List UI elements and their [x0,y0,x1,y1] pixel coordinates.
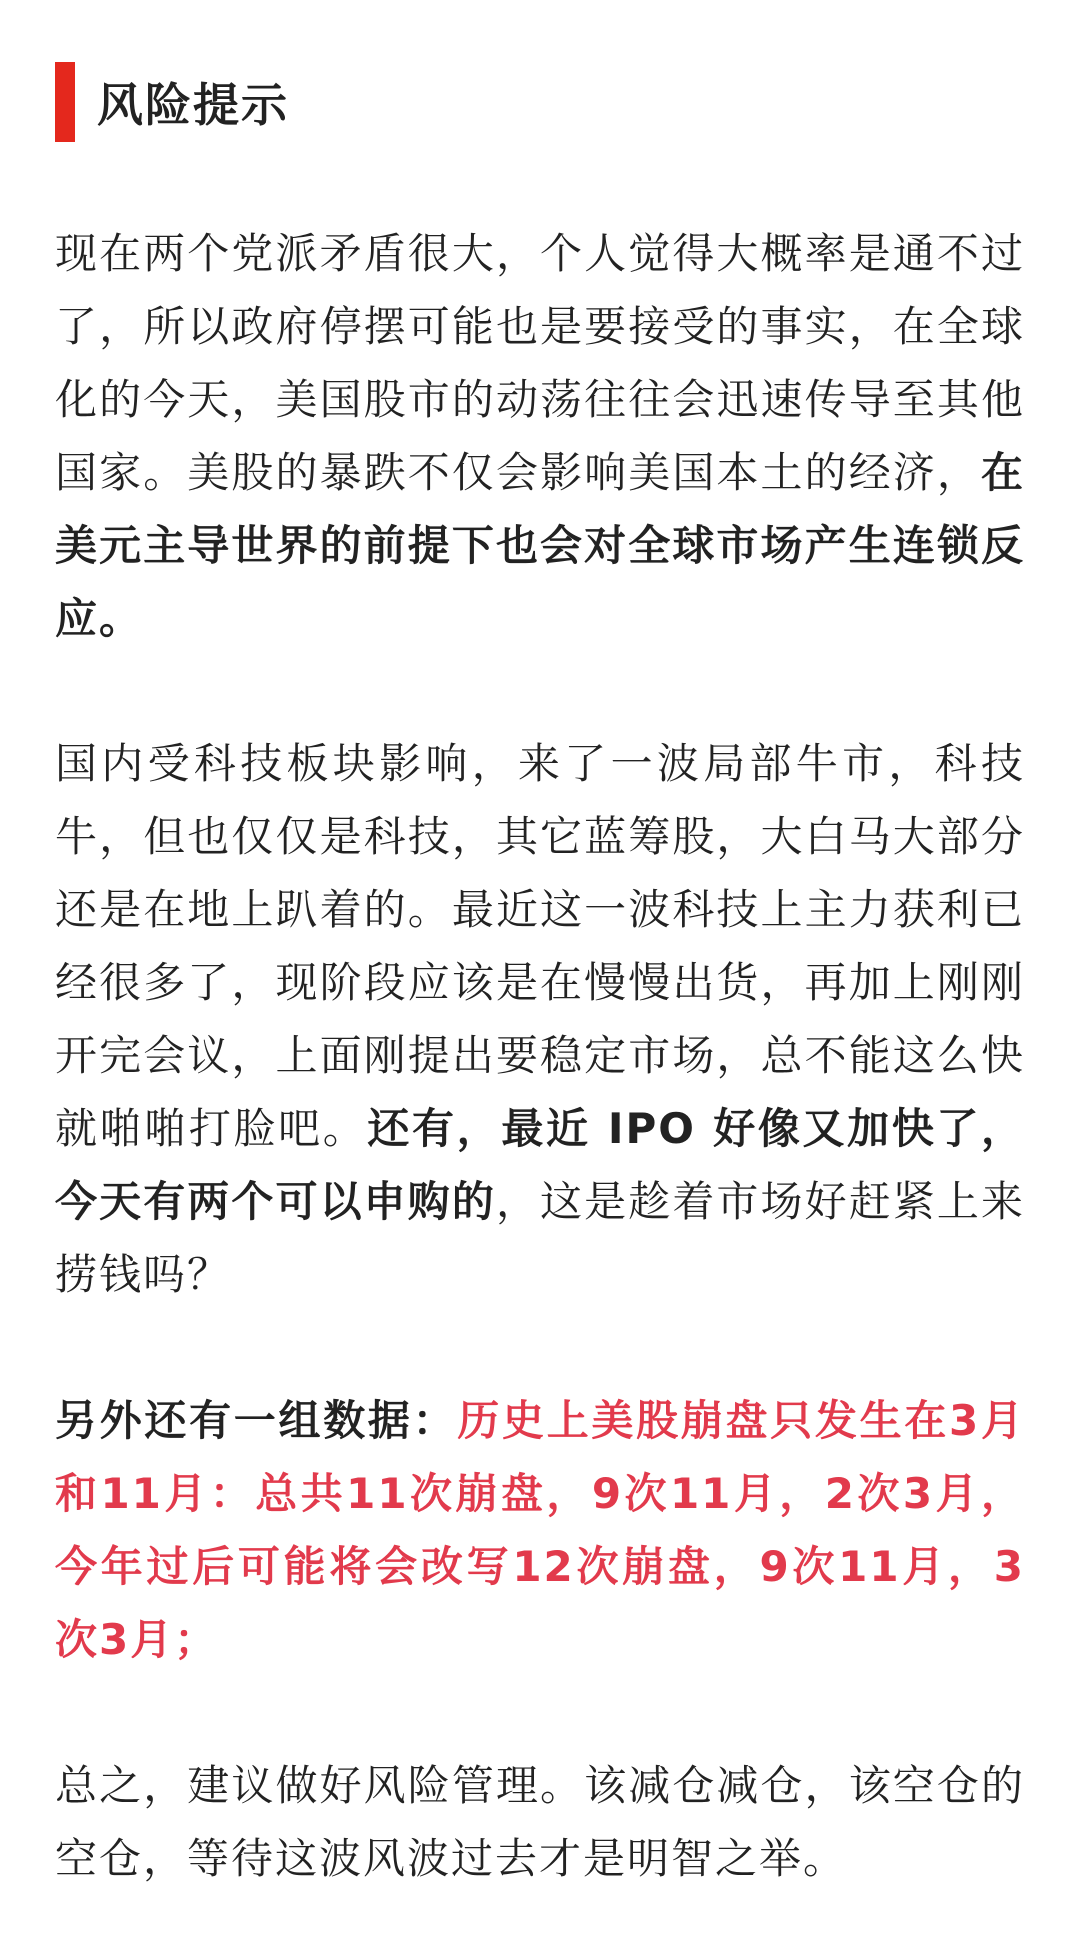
paragraph-text: 现在两个党派矛盾很大，个人觉得大概率是通不过了，所以政府停摆可能也是要接受的事实，在全球化的今天，美国股市的动荡往往会迅速传导至其他国家。美股的暴跌不仅会影响美国本土的经济， [55,229,1025,497]
paragraph-text: 总之，建议做好风险管理。该减仓减仓，该空仓的空仓，等待这波风波过去才是明智之举。 [55,1761,1025,1883]
paragraph-crash-statistics [55,1384,1025,1676]
paragraph-government-shutdown [55,217,1025,655]
section-title: 风险提示 [97,78,289,132]
paragraph-bold-text: 还有，最近 IPO 好像又加快了，今天有两个可以申购的 [55,1104,1025,1226]
section-header [55,62,1025,142]
section-accent-bar [55,62,75,142]
paragraph-domestic-market [55,727,1025,1311]
paragraph-text: 国内受科技板块影响，来了一波局部牛市，科技牛，但也仅仅是科技，其它蓝筹股，大白马大部分还是在地上趴着的。最近这一波科技上主力获利已经很多了，现阶段应该是在慢慢出货，再加上刚刚开完会议，上面刚提出要稳定市场，总不能这么快就啪啪打脸吧。 [55,739,1025,1153]
paragraph-bold-text: 在美元主导世界的前提下也会对全球市场产生连锁反应。 [55,448,1025,643]
paragraph-bold-text: 另外还有一组数据： [55,1396,458,1445]
paragraph-red-highlight: 历史上美股崩盘只发生在3月和11月：总共11次崩盘，9次11月，2次3月，今年过后可能将会改写12次崩盘，9次11月，3次3月； [55,1396,1025,1664]
article-body [55,62,1025,1895]
paragraph-conclusion [55,1749,1025,1895]
paragraph-text: ，这是趁着市场好赶紧上来捞钱吗？ [55,1177,1025,1299]
